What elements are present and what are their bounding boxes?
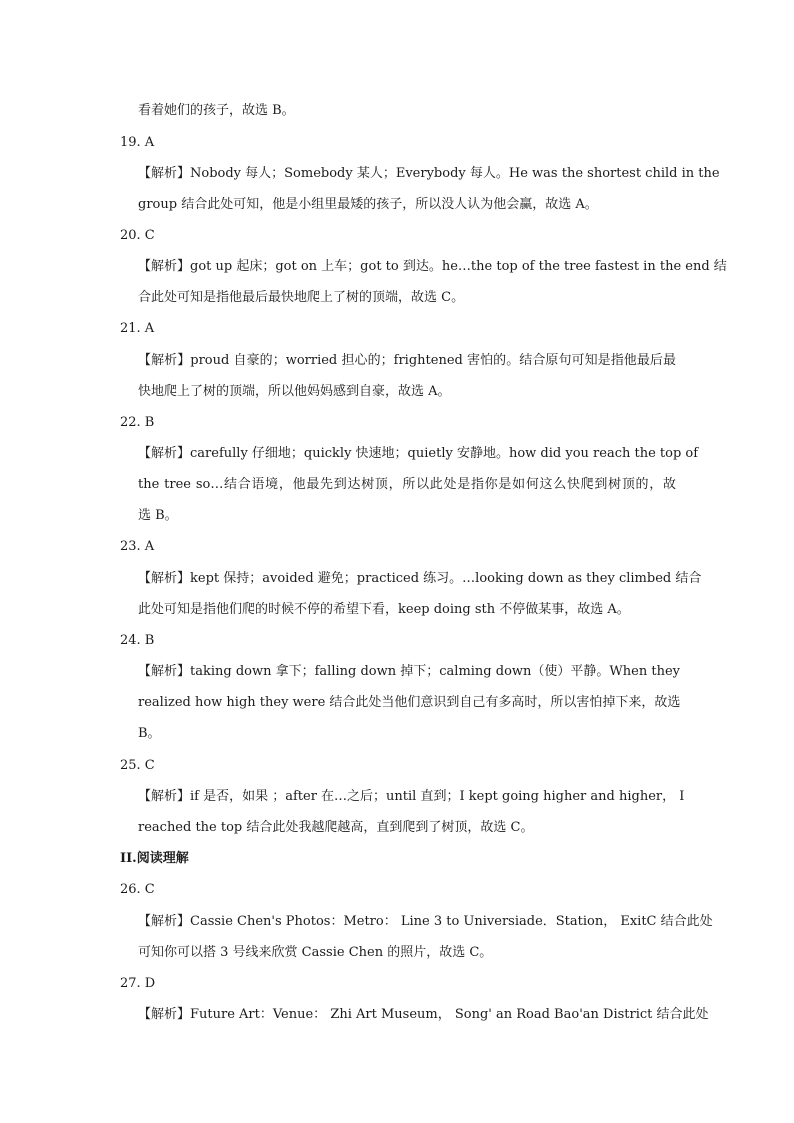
text-line: B。 — [138, 726, 161, 741]
answer-number: 19. A — [120, 135, 155, 150]
explanation-line: 【解析】Cassie Chen's Photos：Metro： Line 3 to Universiade．Station， ExitC 结合此处 — [138, 914, 713, 929]
text-line: 快地爬上了树的顶端，所以他妈妈感到自豪，故选 A。 — [138, 384, 451, 399]
explanation-line: 【解析】Nobody 每人；Somebody 某人；Everybody 每人。He was the shortest child in the — [138, 166, 720, 181]
section-heading: II.阅读理解 — [120, 851, 189, 866]
answer-number: 27. D — [120, 976, 156, 991]
explanation-line: 【解析】taking down 拿下；falling down 掉下；calming down（使）平静。When they — [138, 664, 680, 679]
text-line: 可知你可以搭 3 号线来欣赏 Cassie Chen 的照片，故选 C。 — [138, 945, 493, 960]
text-line: realized how high they were 结合此处当他们意识到自己有多高时，所以害怕掉下来，故选 — [138, 695, 681, 710]
explanation-line: 【解析】carefully 仔细地；quickly 快速地；quietly 安静地。how did you reach the top of — [138, 446, 699, 461]
answer-number: 23. A — [120, 539, 155, 554]
answer-number: 20. C — [120, 228, 155, 243]
text-line: group 结合此处可知，他是小组里最矮的孩子，所以没人认为他会赢，故选 A。 — [138, 197, 598, 212]
answer-number: 22. B — [120, 415, 155, 430]
explanation-line: 【解析】if 是否，如果 ；after 在…之后；until 直到；I kept going higher and higher， I — [138, 789, 685, 804]
answer-number: 21. A — [120, 321, 155, 336]
answer-number: 26. C — [120, 882, 155, 897]
text-line: 此处可知是指他们爬的时候不停的希望下看，keep doing sth 不停做某事，故选 A。 — [138, 602, 630, 617]
explanation-line: 【解析】Future Art：Venue： Zhi Art Museum， Song' an Road Bao'an District 结合此处 — [138, 1007, 709, 1022]
answer-number: 25. C — [120, 758, 155, 773]
explanation-line: 【解析】kept 保持；avoided 避免；practiced 练习。…looking down as they climbed 结合 — [138, 571, 702, 586]
text-line: the tree so…结合语境，他最先到达树顶，所以此处是指你是如何这么快爬到树顶的，故 — [138, 477, 676, 492]
text-line: 看着她们的孩子，故选 B。 — [138, 103, 295, 118]
answer-number: 24. B — [120, 633, 155, 648]
explanation-line: 【解析】proud 自豪的；worried 担心的；frightened 害怕的。结合原句可知是指他最后最 — [138, 353, 676, 368]
text-line: reached the top 结合此处我越爬越高，直到爬到了树顶，故选 C。 — [138, 820, 534, 835]
explanation-line: 【解析】got up 起床；got on 上车；got to 到达。he…the top of the tree fastest in the end 结 — [138, 259, 727, 274]
text-line: 选 B。 — [138, 508, 178, 523]
text-line: 合此处可知是指他最后最快地爬上了树的顶端，故选 C。 — [138, 290, 465, 305]
